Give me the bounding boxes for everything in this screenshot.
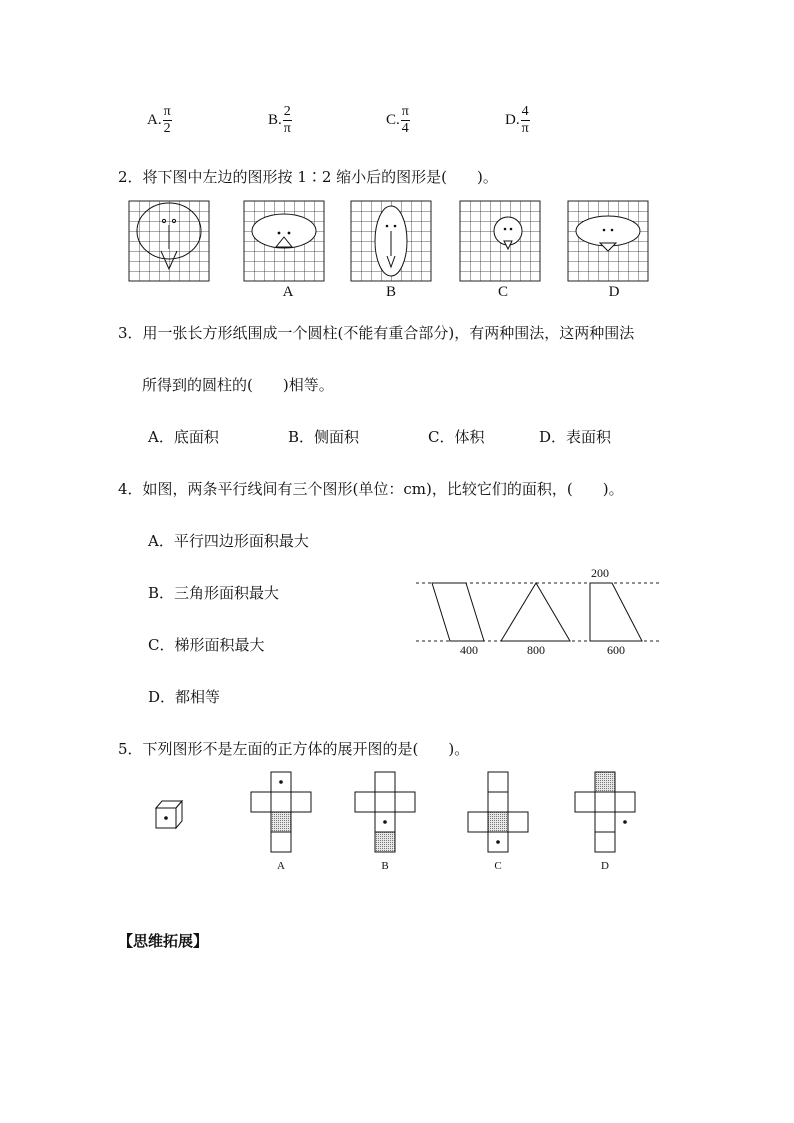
q5-label-c: C <box>494 860 502 872</box>
q4-option-a: A．平行四边形面积最大 <box>148 532 309 550</box>
q3-option-d: D．表面积 <box>539 428 612 446</box>
q4-dim-parallelogram: 400 <box>460 643 478 657</box>
q4-dim-triangle: 800 <box>527 643 545 657</box>
q4-text: 4．如图，两条平行线间有三个图形(单位：cm)，比较它们的面积，( )。 <box>118 480 624 498</box>
q1-option-b: B. $\frac{2}{\pi}$ <box>268 104 291 136</box>
q3-option-a: A．底面积 <box>148 428 219 446</box>
q5-label-a: A <box>277 860 285 872</box>
net-b <box>355 772 415 852</box>
q2-label-b: B <box>385 284 396 300</box>
q3-line2: 所得到的圆柱的( )相等。 <box>142 376 334 394</box>
section-heading: 【思维拓展】 <box>118 932 209 950</box>
grid-b <box>351 201 431 281</box>
q4-option-c: C．梯形面积最大 <box>148 636 265 654</box>
net-c <box>468 772 528 852</box>
q5-text: 5．下列图形不是左面的正方体的展开图的是( )。 <box>118 740 470 758</box>
fraction: $\frac{\pi}{4}$ <box>401 104 409 136</box>
q4-option-b: B．三角形面积最大 <box>148 584 280 602</box>
q3-option-b: B．侧面积 <box>288 428 360 446</box>
q3-option-c: C．体积 <box>428 428 485 446</box>
q4-dim-trapezoid-top: 200 <box>591 566 609 580</box>
q2-label-d: D <box>608 284 620 300</box>
net-a <box>251 772 311 852</box>
q5-label-b: B <box>381 860 389 872</box>
q4-option-d: D．都相等 <box>148 688 221 706</box>
grid-d <box>568 201 648 281</box>
q1-option-c: C. $\frac{\pi}{4}$ <box>386 104 409 136</box>
q1-option-a: A. $\frac{\pi}{2}$ <box>147 104 171 136</box>
q1-option-d: D. $\frac{4}{\pi}$ <box>505 104 529 136</box>
q2-label-c: C <box>497 284 508 300</box>
fraction: $\frac{\pi}{2}$ <box>163 104 171 136</box>
q2-label-a: A <box>282 284 294 300</box>
q5-cube-nets <box>0 770 700 870</box>
grid-original <box>129 201 209 281</box>
q5-label-d: D <box>601 860 609 872</box>
grid-a <box>244 201 324 281</box>
q2-text: 2．将下图中左边的图形按 1∶2 缩小后的图形是( )。 <box>118 168 498 186</box>
q3-line1: 3．用一张长方形纸围成一个圆柱(不能有重合部分)，有两种围法，这两种围法 <box>118 324 635 342</box>
q4-dim-trapezoid-bottom: 600 <box>607 643 625 657</box>
cube <box>156 801 182 828</box>
grid-c <box>460 201 540 281</box>
fraction: $\frac{4}{\pi}$ <box>521 104 529 136</box>
net-d <box>575 772 635 852</box>
fraction: $\frac{2}{\pi}$ <box>283 104 291 136</box>
